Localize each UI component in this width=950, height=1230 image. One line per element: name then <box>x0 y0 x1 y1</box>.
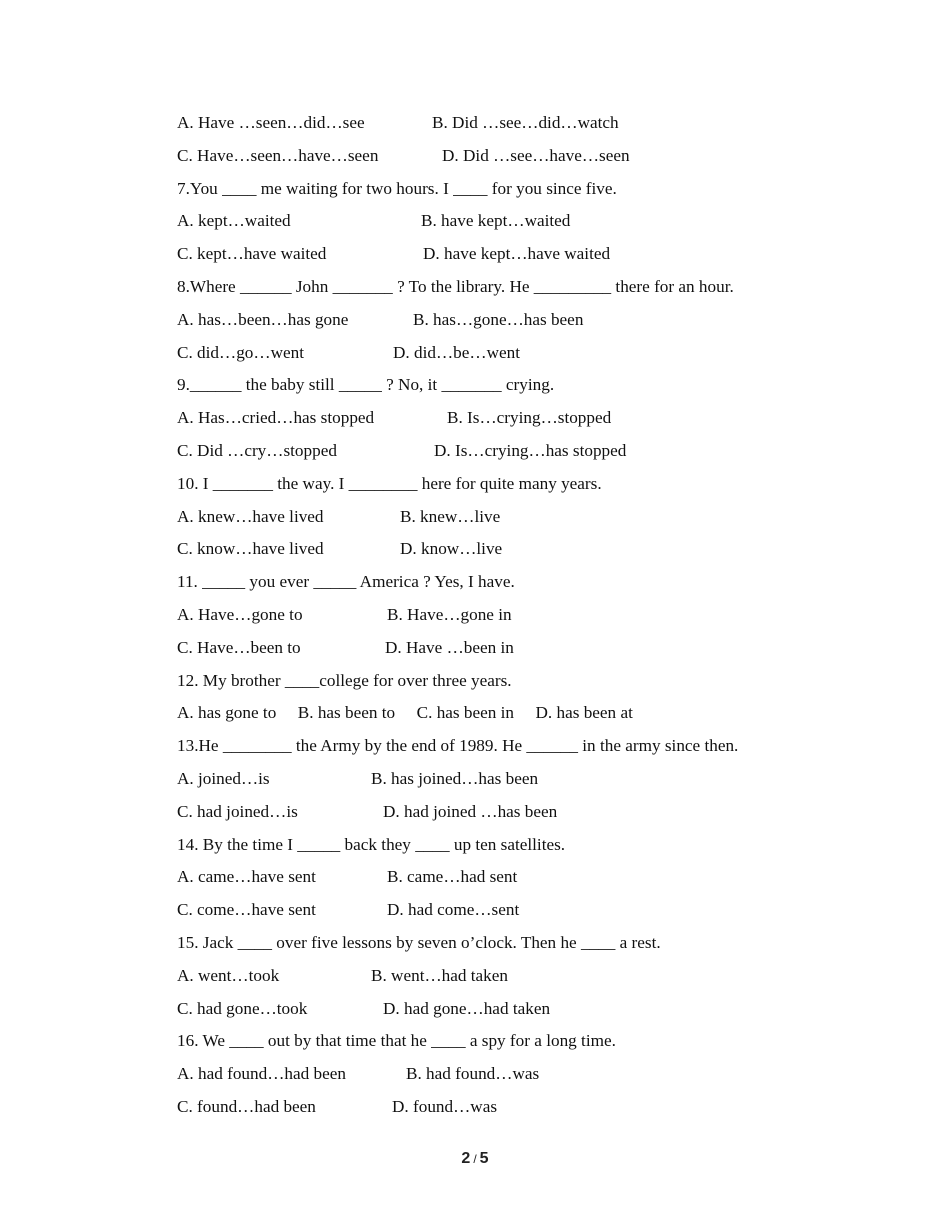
option-text: D. Is…crying…has stopped <box>434 440 627 460</box>
question-text: 16. We ____ out by that time that he ____ a spy for a long time. <box>177 1031 616 1051</box>
option-text: A. went…took <box>177 965 280 985</box>
option-text: A. Have …seen…did…see <box>177 113 365 132</box>
option-row <box>177 337 877 370</box>
option-text: D. did…be…went <box>393 342 520 362</box>
option-text: A. kept…waited <box>177 211 291 231</box>
option-row <box>177 599 877 632</box>
question-text: A. has gone to B. has been to C. has been in D. has been at <box>177 703 633 723</box>
option-text: B. knew…live <box>400 506 501 526</box>
page-current: 2 <box>461 1150 471 1167</box>
option-text: B. Did …see…did…watch <box>432 113 619 132</box>
question-text: 13.He ________ the Army by the end of 1989. He ______ in the army since then. <box>177 736 739 756</box>
option-row <box>177 796 877 829</box>
option-text: D. Have …been in <box>385 637 514 657</box>
option-text: C. had gone…took <box>177 998 308 1018</box>
option-row <box>177 107 877 140</box>
option-text: B. Have…gone in <box>387 604 512 624</box>
page-number <box>0 1150 950 1168</box>
option-text: D. found…was <box>392 1096 498 1116</box>
question-text: 12. My brother ____college for over three years. <box>177 670 512 690</box>
page-separator: / <box>473 1152 477 1166</box>
option-text: C. did…go…went <box>177 342 304 362</box>
option-text: D. have kept…have waited <box>423 244 611 264</box>
option-text: D. had gone…had taken <box>383 998 551 1018</box>
option-text: C. come…have sent <box>177 900 316 920</box>
option-row <box>177 402 877 435</box>
option-row <box>177 894 877 927</box>
option-row <box>177 140 877 173</box>
option-row <box>177 1058 877 1091</box>
option-text: B. went…had taken <box>371 965 508 985</box>
option-text: B. had found…was <box>406 1064 540 1084</box>
option-text: B. Is…crying…stopped <box>447 408 612 428</box>
option-text: C. Did …cry…stopped <box>177 440 337 460</box>
option-text: D. Did …see…have…seen <box>442 145 630 165</box>
option-row <box>177 960 877 993</box>
option-row <box>177 533 877 566</box>
option-row <box>177 304 877 337</box>
question-text: 8.Where ______ John _______ ? To the library. He _________ there for an hour. <box>177 276 734 296</box>
option-text: B. has…gone…has been <box>413 309 584 329</box>
option-row <box>177 1091 877 1124</box>
option-text: B. has joined…has been <box>371 768 539 788</box>
option-row <box>177 993 877 1026</box>
question-text: 10. I _______ the way. I ________ here for quite many years. <box>177 473 602 493</box>
option-text: A. joined…is <box>177 768 270 788</box>
question-text: 7.You ____ me waiting for two hours. I ____ for you since five. <box>177 178 617 198</box>
option-row <box>177 861 877 894</box>
option-text: C. kept…have waited <box>177 244 327 264</box>
option-text: D. had come…sent <box>387 900 520 920</box>
page-total: 5 <box>479 1150 489 1167</box>
option-text: D. had joined …has been <box>383 801 558 821</box>
option-text: A. has…been…has gone <box>177 309 349 329</box>
option-text: C. know…have lived <box>177 539 324 559</box>
option-row <box>177 238 877 271</box>
option-text: C. Have…seen…have…seen <box>177 145 379 165</box>
option-row <box>177 763 877 796</box>
question-text: 9.______ the baby still _____ ? No, it _______ crying. <box>177 375 555 395</box>
option-text: C. Have…been to <box>177 637 301 657</box>
option-text: A. Have…gone to <box>177 604 303 624</box>
option-text: C. had joined…is <box>177 801 298 821</box>
option-row <box>177 205 877 238</box>
option-text: A. came…have sent <box>177 867 316 887</box>
option-text: C. found…had been <box>177 1096 316 1116</box>
option-row <box>177 632 877 665</box>
question-text: 11. _____ you ever _____ America ? Yes, I have. <box>177 572 515 592</box>
option-text: A. had found…had been <box>177 1064 346 1084</box>
question-list <box>177 107 877 1124</box>
question-text: 15. Jack ____ over five lessons by seven o’clock. Then he ____ a rest. <box>177 932 661 952</box>
option-text: D. know…live <box>400 539 503 559</box>
option-text: B. have kept…waited <box>421 211 571 231</box>
option-text: A. Has…cried…has stopped <box>177 408 375 428</box>
option-row <box>177 435 877 468</box>
option-text: B. came…had sent <box>387 867 518 887</box>
option-text: A. knew…have lived <box>177 506 324 526</box>
option-row <box>177 501 877 534</box>
question-text: 14. By the time I _____ back they ____ up ten satellites. <box>177 834 566 854</box>
